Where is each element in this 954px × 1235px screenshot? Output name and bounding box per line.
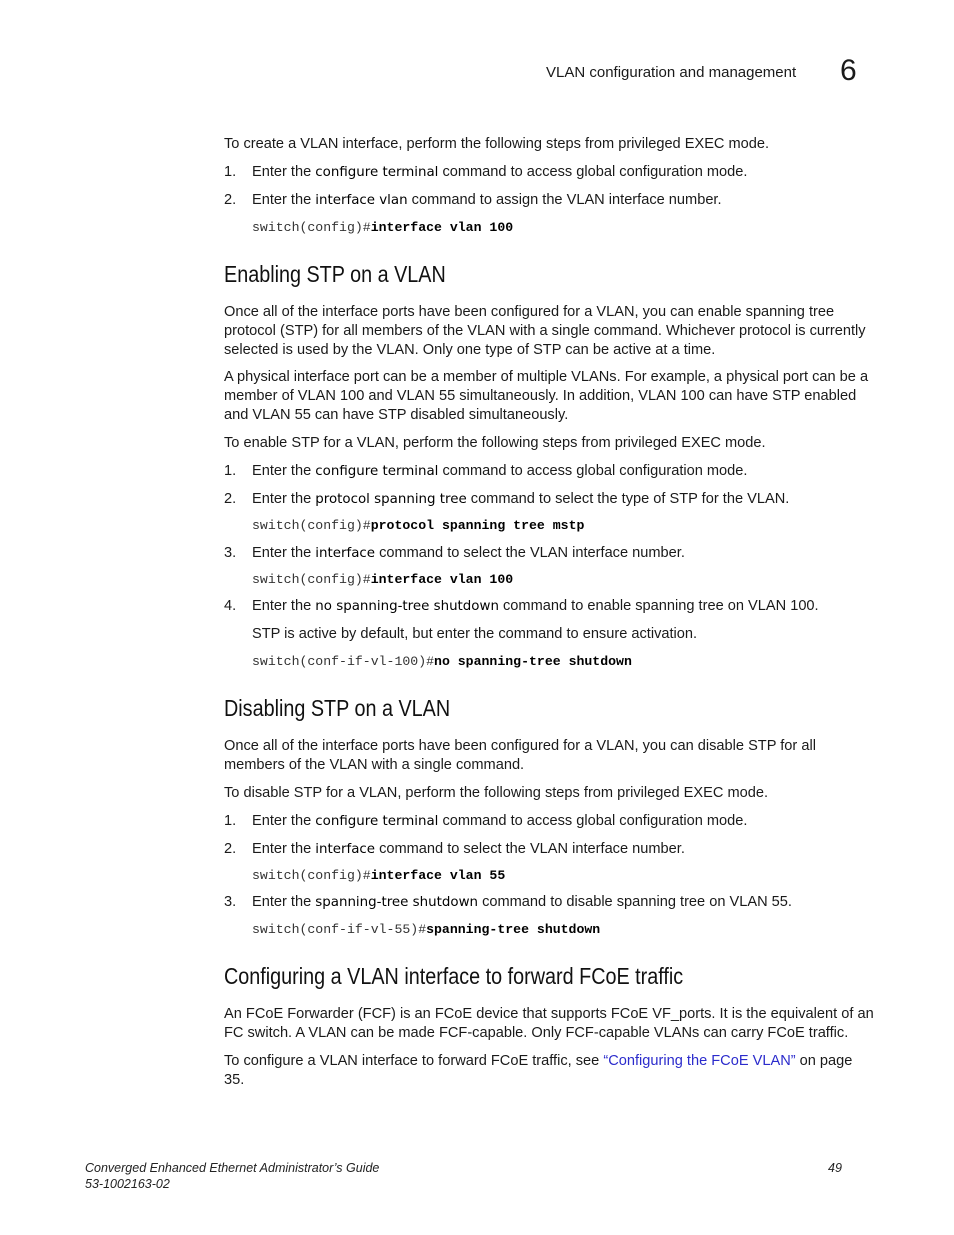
enable-step-2: 2. Enter the protocol spanning tree command to select the type of STP for the VLAN. [224,491,790,507]
intro-paragraph: To create a VLAN interface, perform the following steps from privileged EXEC mode. [224,136,770,152]
command-keyword: protocol spanning tree [315,492,467,507]
enable-step-4-note: STP is active by default, but enter the command to ensure activation. [252,626,698,642]
command-keyword: no spanning-tree shutdown [315,599,499,614]
intro-step-1: 1. Enter the configure terminal command to access global configuration mode. [224,164,748,180]
enable-step-4: 4. Enter the no spanning-tree shutdown command to enable spanning tree on VLAN 100. [224,598,819,614]
enable-step-3: 3. Enter the interface command to select the VLAN interface number. [224,545,685,561]
command-keyword: interface [315,546,376,561]
intro-step-2: 2. Enter the interface vlan command to assign the VLAN interface number. [224,192,722,208]
footer-page-number: 49 [828,1161,842,1175]
footer-doc-number: 53-1002163-02 [85,1177,170,1191]
chapter-number: 6 [840,54,857,87]
enable-paragraph-3: To enable STP for a VLAN, perform the following steps from privileged EXEC mode. [224,435,766,451]
command-keyword: configure terminal [315,464,439,479]
code-example: switch(config)#interface vlan 100 [252,220,514,235]
footer-doc-title: Converged Enhanced Ethernet Administrator’s Guide [85,1161,380,1175]
enable-paragraph-1: Once all of the interface ports have been configured for a VLAN, you can enable spanning tree protocol (STP) for all members of the VLAN with a single command. Whichever protocol is currently selected is used by the VLAN. Only one type of STP can be active at a time. [224,304,866,358]
command-keyword: interface vlan [315,193,408,208]
disable-paragraph-1: Once all of the interface ports have been configured for a VLAN, you can disable STP for all members of the VLAN with a single command. [224,738,816,773]
fcoe-paragraph-1: An FCoE Forwarder (FCF) is an FCoE device that supports FCoE VF_ports. It is the equivalent of an FC switch. A VLAN can be made FCF-capable. Only FCF-capable VLANs can carry FCoE traffic. [224,1006,874,1041]
command-keyword: spanning-tree shutdown [315,895,479,910]
running-header-title: VLAN configuration and management [546,64,797,81]
disable-step-3: 3. Enter the spanning-tree shutdown command to disable spanning tree on VLAN 55. [224,894,792,910]
section-heading-enable: Enabling STP on a VLAN [224,261,446,287]
code-example: switch(conf-if-vl-100)#no spanning-tree shutdown [252,654,632,669]
section-heading-fcoe: Configuring a VLAN interface to forward FCoE traffic [224,963,684,989]
code-example: switch(config)#protocol spanning tree mstp [252,518,585,533]
code-example: switch(conf-if-vl-55)#spanning-tree shutdown [252,922,601,937]
command-keyword: interface [315,842,376,857]
fcoe-paragraph-2: To configure a VLAN interface to forward FCoE traffic, see “Configuring the FCoE VLAN” on page 35. [224,1053,853,1088]
cross-reference-link[interactable]: “Configuring the FCoE VLAN” [603,1053,796,1069]
disable-step-1: 1. Enter the configure terminal command to access global configuration mode. [224,813,748,829]
enable-paragraph-2: A physical interface port can be a member of multiple VLANs. For example, a physical port can be a member of VLAN 100 and VLAN 55 simultaneously. In addition, VLAN 100 can have STP enabled and VLAN 55 can have STP disabled simultaneously. [224,369,869,423]
section-heading-disable: Disabling STP on a VLAN [224,695,451,721]
code-example: switch(config)#interface vlan 55 [252,868,506,883]
command-keyword: configure terminal [315,165,439,180]
enable-step-1: 1. Enter the configure terminal command to access global configuration mode. [224,463,748,479]
disable-step-2: 2. Enter the interface command to select the VLAN interface number. [224,841,685,857]
code-example: switch(config)#interface vlan 100 [252,572,514,587]
command-keyword: configure terminal [315,814,439,829]
disable-paragraph-2: To disable STP for a VLAN, perform the following steps from privileged EXEC mode. [224,785,769,801]
